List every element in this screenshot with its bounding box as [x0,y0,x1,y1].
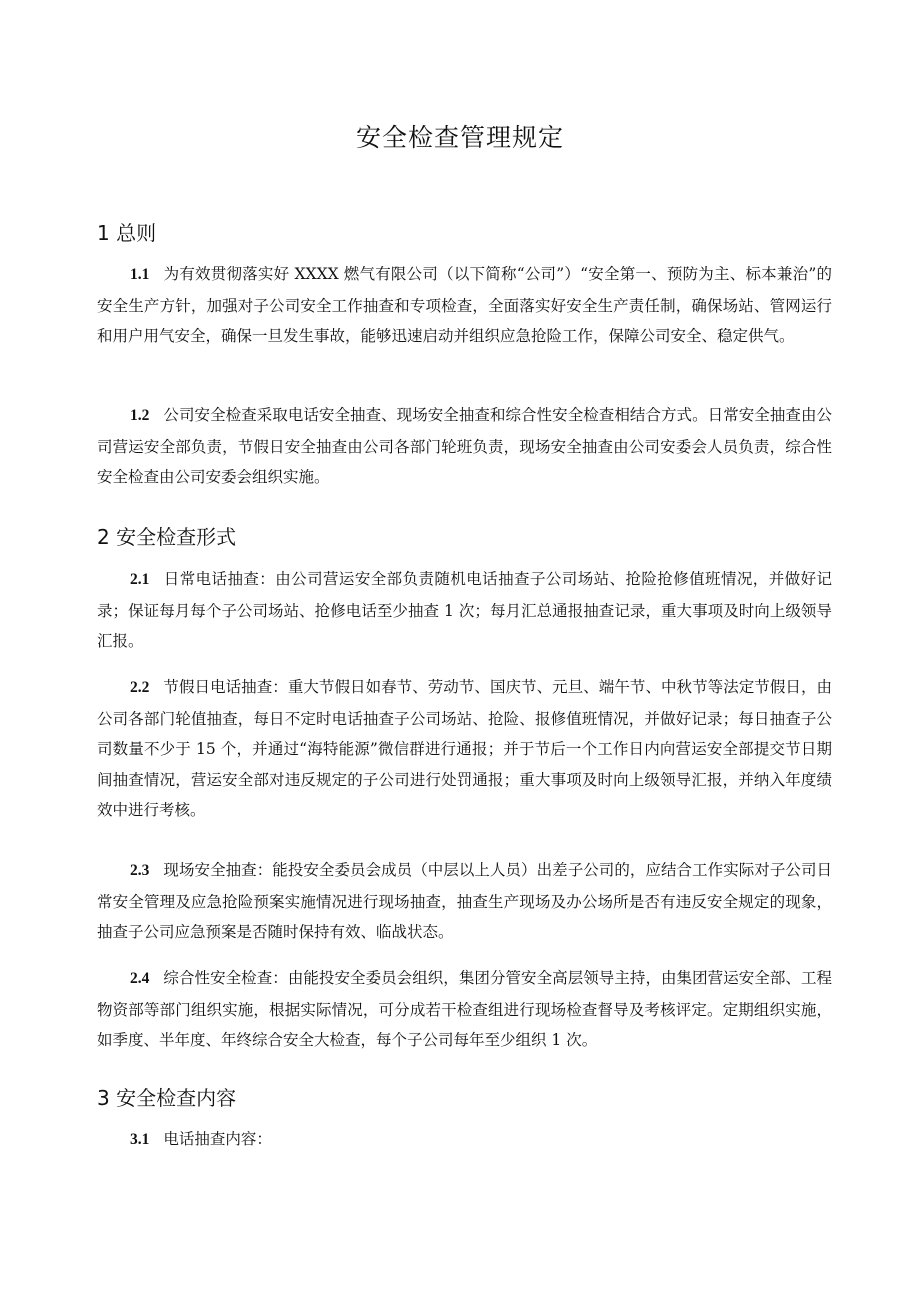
clause-number: 1.2 [130,407,150,424]
clause-number: 2.2 [130,679,150,696]
paragraph-1-1 [97,259,832,352]
section-heading-general: 1 总则 [97,221,157,245]
clause-number: 3.1 [130,1131,150,1148]
clause-text: 公司安全检查采取电话安全抽查、现场安全抽查和综合性安全检查相结合方式。日常安全抽查由公司营运安全部负责，节假日安全抽查由公司各部门轮班负责，现场安全抽查由公司安委会人员负责，综合性安全检查由公司安委会组织实施。 [97,406,832,486]
paragraph-3-1 [97,1124,832,1156]
paragraph-2-1 [97,564,832,657]
clause-text: 日常电话抽查：由公司营运安全部负责随机电话抽查子公司场站、抢险抢修值班情况，并做好记录；保证每月每个子公司场站、抢修电话至少抽查 1 次；每月汇总通报抽查记录，重大事项及时向上级领导汇报。 [97,570,832,650]
document-title: 安全检查管理规定 [355,123,564,152]
clause-number: 2.1 [130,571,150,588]
clause-text: 为有效贯彻落实好 XXXX 燃气有限公司（以下简称“公司”）“安全第一、预防为主、标本兼治”的安全生产方针，加强对子公司安全工作抽查和专项检查，全面落实好安全生产责任制，确保场站、管网运行和用户用气安全，确保一旦发生事故，能够迅速启动并组织应急抢险工作，保障公司安全、稳定供气。 [97,265,832,345]
paragraph-2-3 [97,855,832,948]
clause-number: 2.3 [130,862,150,879]
clause-text: 节假日电话抽查：重大节假日如春节、劳动节、国庆节、元旦、端午节、中秋节等法定节假日，由公司各部门轮值抽查，每日不定时电话抽查子公司场站、抢险、报修值班情况，并做好记录；每日抽查子公司数量不少于 15 个，并通过“海特能源”微信群进行通报；并于节后一个工作日内向营运安全部提交节日期间抽查情况，营运安全部对违反规定的子公司进行处罚通报；重大事项及时向上级领导汇报，并纳入年度绩效中进行考核。 [97,678,832,819]
section-heading-inspection-forms: 2 安全检查形式 [97,525,237,549]
clause-text: 现场安全抽查：能投安全委员会成员（中层以上人员）出差子公司的，应结合工作实际对子公司日常安全管理及应急抢险预案实施情况进行现场抽查，抽查生产现场及办公场所是否有违反安全规定的现象，抽查子公司应急预案是否随时保持有效、临战状态。 [97,861,832,941]
clause-number: 2.4 [130,970,150,987]
clause-text: 电话抽查内容： [163,1130,272,1148]
clause-text: 综合性安全检查：由能投安全委员会组织，集团分管安全高层领导主持，由集团营运安全部、工程物资部等部门组织实施，根据实际情况，可分成若干检查组进行现场检查督导及考核评定。定期组织实施，如季度、半年度、年终综合安全大检查，每个子公司每年至少组织 1 次。 [97,969,832,1049]
paragraph-2-2 [97,672,832,826]
paragraph-1-2 [97,400,832,493]
section-heading-inspection-content: 3 安全检查内容 [97,1086,237,1110]
clause-number: 1.1 [130,266,150,283]
paragraph-2-4 [97,963,832,1056]
